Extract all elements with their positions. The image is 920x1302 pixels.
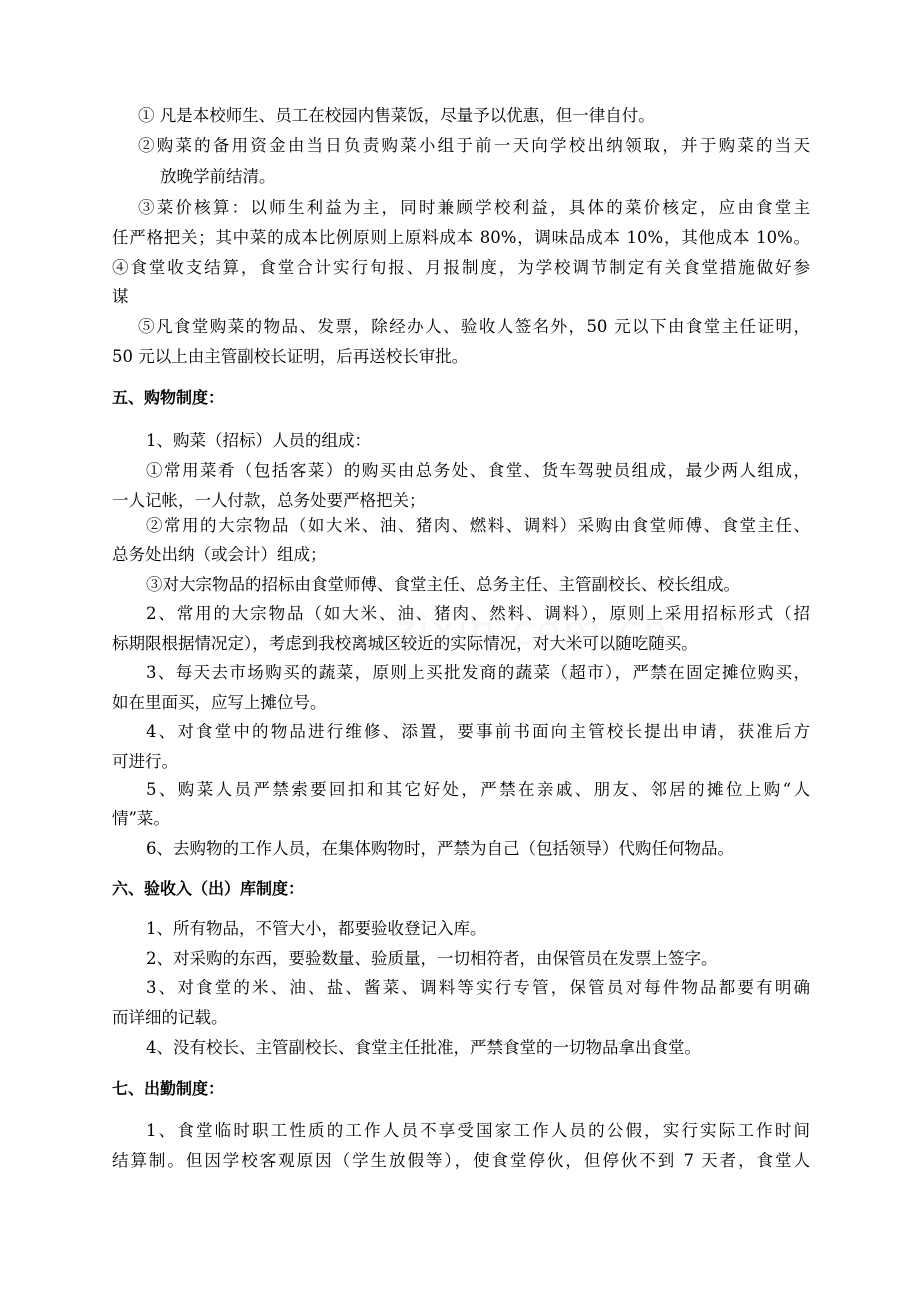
paragraph-line: ④食堂收支结算，食堂合计实行旬报、月报制度，为学校调节制定有关食堂措施做好参: [112, 258, 810, 277]
paragraph-line: ①常用菜肴（包括客菜）的购买由总务处、食堂、货车驾驶员组成，最少两人组成，: [146, 461, 810, 480]
section-heading: 七、出勤制度：: [112, 1079, 225, 1098]
paragraph-line: 谋: [112, 287, 129, 306]
paragraph-line: 结算制。但因学校客观原因（学生放假等），使食堂停伙，但停伙不到 7 天者，食堂人: [112, 1151, 810, 1170]
watermark: [395, 608, 669, 654]
paragraph-line: ① 凡是本校师生、员工在校园内售菜饭，尽量予以优惠，但一律自付。: [138, 106, 655, 125]
paragraph-line: ③对大宗物品的招标由食堂师傅、食堂主任、总务主任、主管副校长、校长组成。: [146, 575, 740, 594]
paragraph-line: 放晚学前结清。: [160, 167, 276, 186]
paragraph-line: 4、对食堂中的物品进行维修、添置，要事前书面向主管校长提出申请，获准后方: [146, 722, 810, 741]
paragraph-line: ⑤凡食堂购菜的物品、发票，除经办人、验收人签名外，50 元以下由食堂主任证明，: [138, 317, 810, 336]
paragraph-line: 可进行。: [112, 752, 178, 771]
paragraph-line: 3、每天去市场购买的蔬菜，原则上买批发商的蔬菜（超市），严禁在固定摊位购买，: [146, 663, 810, 682]
paragraph-line: 1、购菜（招标）人员的组成：: [146, 431, 371, 450]
paragraph-line: 3、对食堂的米、油、盐、酱菜、调料等实行专管，保管员对每件物品都要有明确: [146, 978, 810, 997]
paragraph-line: 1、所有物品，不管大小，都要验收登记入库。: [146, 919, 487, 938]
paragraph-line: 5、购菜人员严禁索要回扣和其它好处，严禁在亲戚、朋友、邻居的摊位上购“人: [146, 780, 810, 799]
section-heading: 六、验收入（出）库制度：: [112, 879, 305, 898]
paragraph-line: 标期限根据情况定），考虑到我校离城区较近的实际情况，对大米可以随吃随买。: [112, 634, 698, 653]
paragraph-line: 1、食堂临时职工性质的工作人员不享受国家工作人员的公假，实行实际工作时间: [146, 1121, 810, 1140]
paragraph-line: 50 元以上由主管副校长证明，后再送校长审批。: [112, 347, 469, 366]
section-heading: 五、购物制度：: [112, 388, 225, 407]
paragraph-line: 一人记帐，一人付款，总务处要严格把关；: [112, 491, 426, 510]
paragraph-line: 情”菜。: [112, 809, 170, 828]
paragraph-line: 4、没有校长、主管副校长、食堂主任批准，严禁食堂的一切物品拿出食堂。: [146, 1038, 701, 1057]
paragraph-line: 任严格把关；其中菜的成本比例原则上原料成本 80%，调味品成本 10%，其他成本 10%。: [112, 228, 810, 247]
paragraph-line: 总务处出纳（或会计）组成；: [112, 545, 327, 564]
paragraph-line: 2、常用的大宗物品（如大米、油、猪肉、然料、调料），原则上采用招标形式（招: [146, 604, 810, 623]
paragraph-line: ②常用的大宗物品（如大米、油、猪肉、燃料、调料）采购由食堂师傅、食堂主任、: [146, 516, 810, 535]
paragraph-line: ②购菜的备用资金由当日负责购菜小组于前一天向学校出纳领取，并于购菜的当天: [138, 136, 810, 155]
paragraph-line: 6、去购物的工作人员，在集体购物时，严禁为自己（包括领导）代购任何物品。: [146, 839, 734, 858]
paragraph-line: 2、对采购的东西，要验数量、验质量，一切相符者，由保管员在发票上签字。: [146, 949, 718, 968]
paragraph-line: 而详细的记载。: [112, 1008, 228, 1027]
paragraph-line: 如在里面买，应写上摊位号。: [112, 693, 327, 712]
paragraph-line: ③菜价核算：以师生利益为主，同时兼顾学校利益，具体的菜价核定，应由食堂主: [138, 198, 810, 217]
